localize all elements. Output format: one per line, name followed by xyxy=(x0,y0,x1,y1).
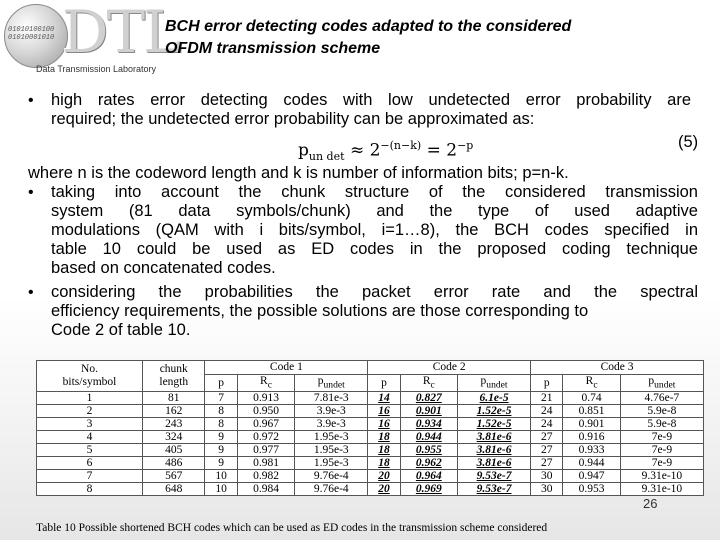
header-rc: $R_c$ xyxy=(563,375,620,392)
table-row: 1 81 7 0.913 7.81e-3 14 0.827 6.1e-5 21 0.74 4.76e-7 xyxy=(37,392,704,405)
table-row: 6 486 9 0.981 1.95e-3 18 0.962 3.81e-6 27 0.944 7e-9 xyxy=(37,457,704,470)
title-line-2: OFDM transmission scheme xyxy=(165,40,381,57)
dtl-logo xyxy=(0,0,180,80)
header-p: p xyxy=(368,375,400,392)
header-pundet: $p_{undet}$ xyxy=(620,375,703,392)
header-code-2: Code 2 xyxy=(368,361,531,375)
header-rc: $R_c$ xyxy=(400,375,457,392)
bullet-1-line-1: high rates error detecting codes with low undetected error probability are xyxy=(51,91,691,109)
where-line: where n is the codeword length and k is number of information bits; p=n-k. xyxy=(28,164,569,182)
header-rc: $R_c$ xyxy=(237,375,294,392)
table-row: 8 648 10 0.984 9.76e-4 20 0.969 9.53e-7 30 0.953 9.31e-10 xyxy=(37,483,704,496)
table-row: 2 162 8 0.950 3.9e-3 16 0.901 1.52e-5 24 0.851 5.9e-8 xyxy=(37,405,704,418)
header-code-1: Code 1 xyxy=(205,361,368,375)
slide-title xyxy=(165,16,685,60)
bullet-1: • xyxy=(28,92,34,109)
bullet-2-line-1: taking into account the chunk structure of the considered transmission xyxy=(51,183,698,201)
equation-number: (5) xyxy=(678,133,699,151)
table-row: 3 243 8 0.967 3.9e-3 16 0.934 1.52e-5 24 0.901 5.9e-8 xyxy=(37,418,704,431)
header-pundet: $p_{undet}$ xyxy=(295,375,368,392)
table-caption: Table 10 Possible shortened BCH codes which can be used as ED codes in the transmission scheme considered xyxy=(36,522,548,534)
table-row: 7 567 10 0.982 9.76e-4 20 0.964 9.53e-7 30 0.947 9.31e-10 xyxy=(37,470,704,483)
bullet-3: • xyxy=(28,284,34,301)
undetected-error-formula: $p_{un det} \approx 2^{-(n-k)} = 2^{-p}$ xyxy=(298,139,474,164)
bullet-2-line-5: based on concatenated codes. xyxy=(51,259,276,277)
table-row: 5 405 9 0.977 1.95e-3 18 0.955 3.81e-6 27 0.933 7e-9 xyxy=(37,444,704,457)
header-code-3: Code 3 xyxy=(531,361,704,375)
bullet-2-line-2: system (81 data symbols/chunk) and the type of used adaptive xyxy=(51,202,698,220)
header-chunk-length: chunk length xyxy=(143,361,205,392)
header-p: p xyxy=(205,375,237,392)
bch-codes-table xyxy=(36,360,704,496)
logo-subtitle: Data Transmission Laboratory xyxy=(36,64,157,74)
bullet-2: • xyxy=(28,184,34,201)
logo-bits: 01010100100 01010001010 xyxy=(8,26,55,42)
header-p: p xyxy=(531,375,563,392)
logo-letters: DTL xyxy=(62,0,180,66)
bullet-2-line-4: table 10 could be used as ED codes in the proposed coding technique xyxy=(51,240,698,258)
table-header-row-1 xyxy=(37,361,704,375)
bullet-3-line-3: Code 2 of table 10. xyxy=(51,321,191,339)
bullet-3-line-1: considering the probabilities the packet error rate and the spectral xyxy=(51,283,698,301)
table-row: 4 324 9 0.972 1.95e-3 18 0.944 3.81e-6 27 0.916 7e-9 xyxy=(37,431,704,444)
title-line-1: BCH error detecting codes adapted to the considered xyxy=(165,18,572,35)
bullet-1-line-2: required; the undetected error probability can be approximated as: xyxy=(51,110,535,128)
page-number: 26 xyxy=(643,496,658,511)
bullet-2-line-3: modulations (QAM with i bits/symbol, i=1…8), the BCH codes specified in xyxy=(51,221,698,239)
bullet-3-line-2: efficiency requirements, the possible solutions are those corresponding to xyxy=(51,302,589,320)
header-pundet: $p_{undet}$ xyxy=(458,375,531,392)
header-bits-symbol: No. bits/symbol xyxy=(37,361,143,392)
